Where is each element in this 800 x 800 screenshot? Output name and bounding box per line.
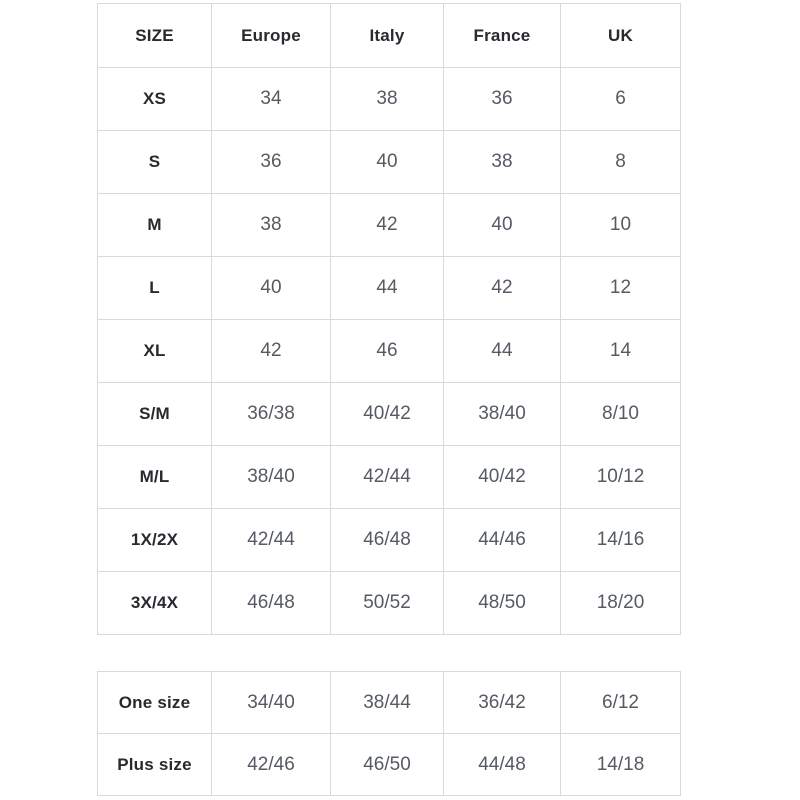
value-cell: 50/52 [331, 572, 444, 635]
value-cell: 10 [561, 194, 681, 257]
value-cell: 40 [331, 131, 444, 194]
value-cell: 36 [212, 131, 331, 194]
value-cell: 8 [561, 131, 681, 194]
value-cell: 14/16 [561, 509, 681, 572]
value-cell: 40/42 [331, 383, 444, 446]
value-cell: 14 [561, 320, 681, 383]
header-cell-france: France [444, 4, 561, 68]
value-cell: 10/12 [561, 446, 681, 509]
value-cell: 38 [212, 194, 331, 257]
value-cell: 40 [212, 257, 331, 320]
value-cell: 34/40 [212, 672, 331, 734]
value-cell: 12 [561, 257, 681, 320]
value-cell: 46 [331, 320, 444, 383]
value-cell: 6 [561, 68, 681, 131]
value-cell: 38/40 [212, 446, 331, 509]
value-cell: 34 [212, 68, 331, 131]
value-cell: 38/40 [444, 383, 561, 446]
row-label-cell: 3X/4X [98, 572, 212, 635]
table-row [98, 257, 681, 320]
row-label-cell: M/L [98, 446, 212, 509]
value-cell: 42/44 [212, 509, 331, 572]
value-cell: 38 [331, 68, 444, 131]
row-label-cell: 1X/2X [98, 509, 212, 572]
table-row [98, 734, 681, 796]
header-cell-uk: UK [561, 4, 681, 68]
header-row [98, 4, 681, 68]
size-chart-container [97, 3, 680, 796]
value-cell: 44 [444, 320, 561, 383]
value-cell: 46/48 [331, 509, 444, 572]
value-cell: 40 [444, 194, 561, 257]
value-cell: 44/46 [444, 509, 561, 572]
value-cell: 38/44 [331, 672, 444, 734]
value-cell: 42 [331, 194, 444, 257]
table-row [98, 383, 681, 446]
value-cell: 42/46 [212, 734, 331, 796]
row-label-cell: One size [98, 672, 212, 734]
value-cell: 18/20 [561, 572, 681, 635]
value-cell: 38 [444, 131, 561, 194]
value-cell: 14/18 [561, 734, 681, 796]
table-row [98, 572, 681, 635]
header-cell-size: SIZE [98, 4, 212, 68]
table-row [98, 68, 681, 131]
table-row [98, 320, 681, 383]
row-label-cell: Plus size [98, 734, 212, 796]
value-cell: 40/42 [444, 446, 561, 509]
table-row [98, 446, 681, 509]
row-label-cell: XL [98, 320, 212, 383]
row-label-cell: XS [98, 68, 212, 131]
value-cell: 36/38 [212, 383, 331, 446]
row-label-cell: M [98, 194, 212, 257]
value-cell: 48/50 [444, 572, 561, 635]
table-row [98, 672, 681, 734]
value-cell: 42/44 [331, 446, 444, 509]
size-conversion-table [97, 3, 681, 635]
header-cell-europe: Europe [212, 4, 331, 68]
table-row [98, 131, 681, 194]
row-label-cell: L [98, 257, 212, 320]
row-label-cell: S/M [98, 383, 212, 446]
value-cell: 42 [212, 320, 331, 383]
value-cell: 36/42 [444, 672, 561, 734]
header-cell-italy: Italy [331, 4, 444, 68]
value-cell: 6/12 [561, 672, 681, 734]
value-cell: 8/10 [561, 383, 681, 446]
value-cell: 46/50 [331, 734, 444, 796]
value-cell: 46/48 [212, 572, 331, 635]
value-cell: 44 [331, 257, 444, 320]
row-label-cell: S [98, 131, 212, 194]
table-row [98, 509, 681, 572]
value-cell: 44/48 [444, 734, 561, 796]
value-cell: 42 [444, 257, 561, 320]
value-cell: 36 [444, 68, 561, 131]
special-size-table [97, 671, 681, 796]
table-row [98, 194, 681, 257]
